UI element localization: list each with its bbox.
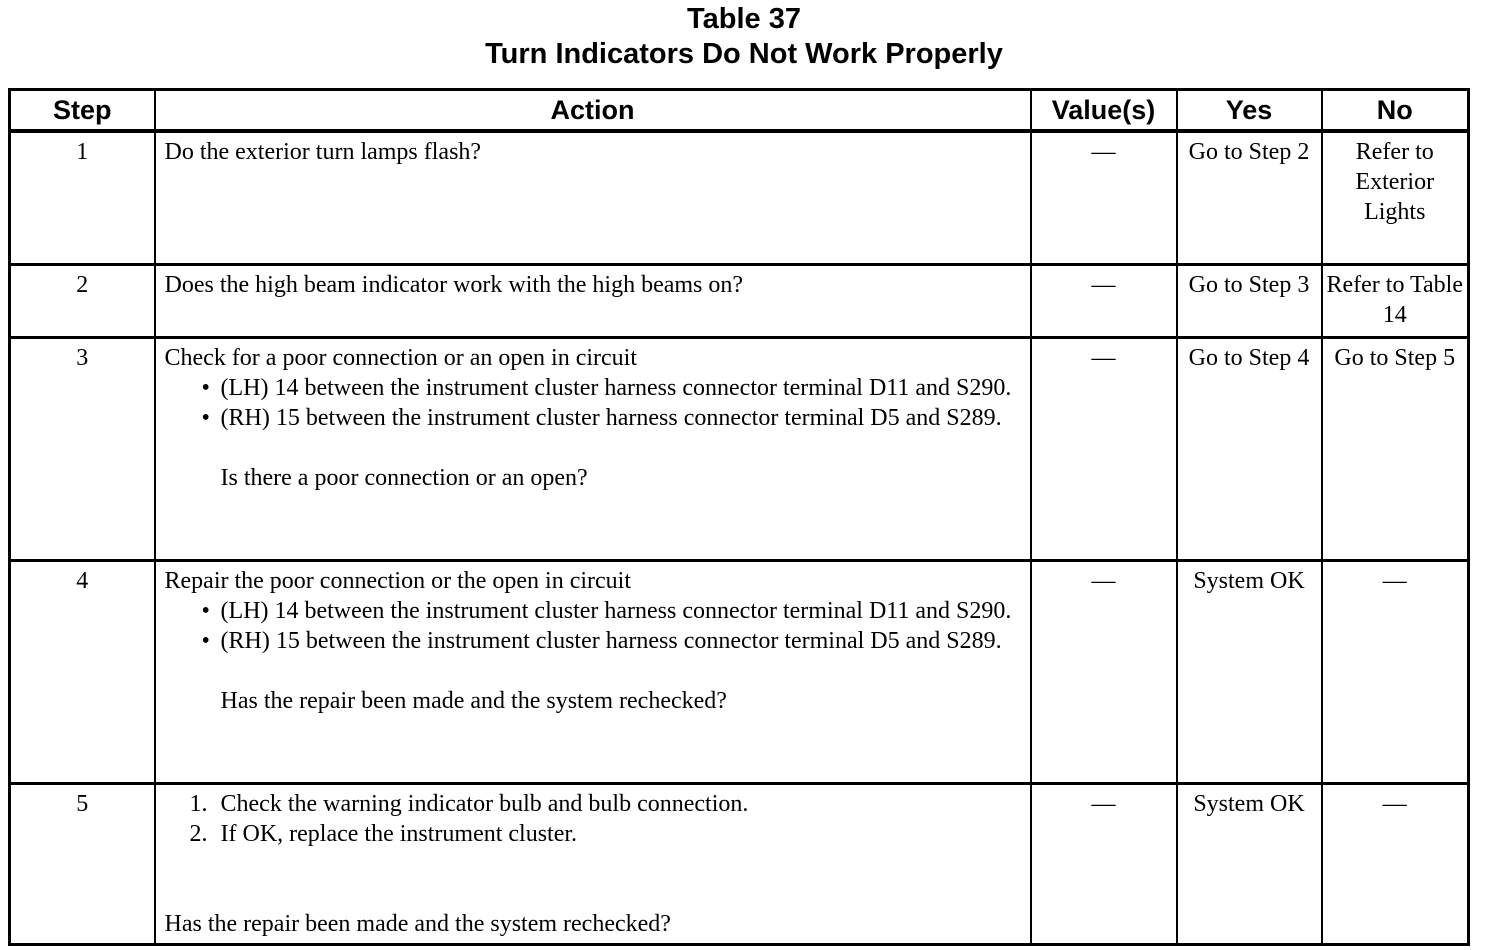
yes-result: Go to Step 2 bbox=[1177, 131, 1322, 265]
header-values: Value(s) bbox=[1031, 90, 1177, 132]
item-number: 2. bbox=[189, 821, 208, 847]
yes-result: System OK bbox=[1177, 784, 1322, 945]
action-question: Has the repair been made and the system rechecked? bbox=[164, 911, 671, 937]
value-cell: — bbox=[1031, 265, 1177, 338]
table-number: Table 37 bbox=[687, 3, 801, 35]
table-row bbox=[10, 784, 1469, 945]
table-row bbox=[10, 338, 1469, 561]
header-yes: Yes bbox=[1177, 90, 1322, 132]
diagnostic-table bbox=[8, 88, 1470, 946]
yes-result: Go to Step 4 bbox=[1177, 338, 1322, 561]
no-result: Refer to Table 14 bbox=[1322, 265, 1469, 338]
action-text: Do the exterior turn lamps flash? bbox=[155, 131, 1031, 265]
bullet-text: (LH) 14 between the instrument cluster harness connector terminal D11 and S290. bbox=[220, 375, 1012, 401]
action-question: Is there a poor connection or an open? bbox=[220, 465, 588, 491]
bullet-text: (RH) 15 between the instrument cluster harness connector terminal D5 and S289. bbox=[220, 628, 1002, 654]
bullet-text: (LH) 14 between the instrument cluster harness connector terminal D11 and S290. bbox=[220, 598, 1012, 624]
action-intro: Repair the poor connection or the open in circuit bbox=[164, 568, 632, 594]
header-action: Action bbox=[155, 90, 1031, 132]
item-number: 1. bbox=[189, 791, 208, 817]
numbered-item bbox=[165, 819, 1022, 849]
step-number: 2 bbox=[10, 265, 155, 338]
header-row bbox=[10, 90, 1469, 132]
no-result: Refer to Exterior Lights bbox=[1322, 131, 1469, 265]
yes-result: System OK bbox=[1177, 561, 1322, 784]
yes-result: Go to Step 3 bbox=[1177, 265, 1322, 338]
bullet-marker: • bbox=[201, 628, 210, 654]
value-cell: — bbox=[1031, 131, 1177, 265]
bullet-marker: • bbox=[201, 375, 210, 401]
no-result: Go to Step 5 bbox=[1322, 338, 1469, 561]
table-row bbox=[10, 265, 1469, 338]
action-cell bbox=[155, 561, 1031, 784]
header-no: No bbox=[1322, 90, 1469, 132]
table-row bbox=[10, 561, 1469, 784]
action-intro: Check for a poor connection or an open in circuit bbox=[164, 345, 637, 371]
bullet-item bbox=[165, 373, 1022, 403]
value-cell: — bbox=[1031, 338, 1177, 561]
bullet-text: (RH) 15 between the instrument cluster harness connector terminal D5 and S289. bbox=[220, 405, 1002, 431]
value-cell: — bbox=[1031, 784, 1177, 945]
item-text: Check the warning indicator bulb and bulb connection. bbox=[220, 791, 749, 817]
table-row bbox=[10, 131, 1469, 265]
step-number: 1 bbox=[10, 131, 155, 265]
no-result: — bbox=[1322, 561, 1469, 784]
action-cell bbox=[155, 784, 1031, 945]
bullet-item bbox=[165, 626, 1022, 656]
table-title: Turn Indicators Do Not Work Properly bbox=[485, 38, 1003, 70]
step-number: 3 bbox=[10, 338, 155, 561]
header-step: Step bbox=[10, 90, 155, 132]
bullet-marker: • bbox=[201, 405, 210, 431]
no-result: — bbox=[1322, 784, 1469, 945]
action-text: Does the high beam indicator work with the high beams on? bbox=[155, 265, 1031, 338]
value-cell: — bbox=[1031, 561, 1177, 784]
bullet-item bbox=[165, 403, 1022, 433]
action-question: Has the repair been made and the system rechecked? bbox=[220, 688, 727, 714]
bullet-marker: • bbox=[201, 598, 210, 624]
item-text: If OK, replace the instrument cluster. bbox=[220, 821, 578, 847]
step-number: 5 bbox=[10, 784, 155, 945]
bullet-item bbox=[165, 596, 1022, 626]
action-cell bbox=[155, 338, 1031, 561]
step-number: 4 bbox=[10, 561, 155, 784]
numbered-item bbox=[165, 789, 1022, 819]
